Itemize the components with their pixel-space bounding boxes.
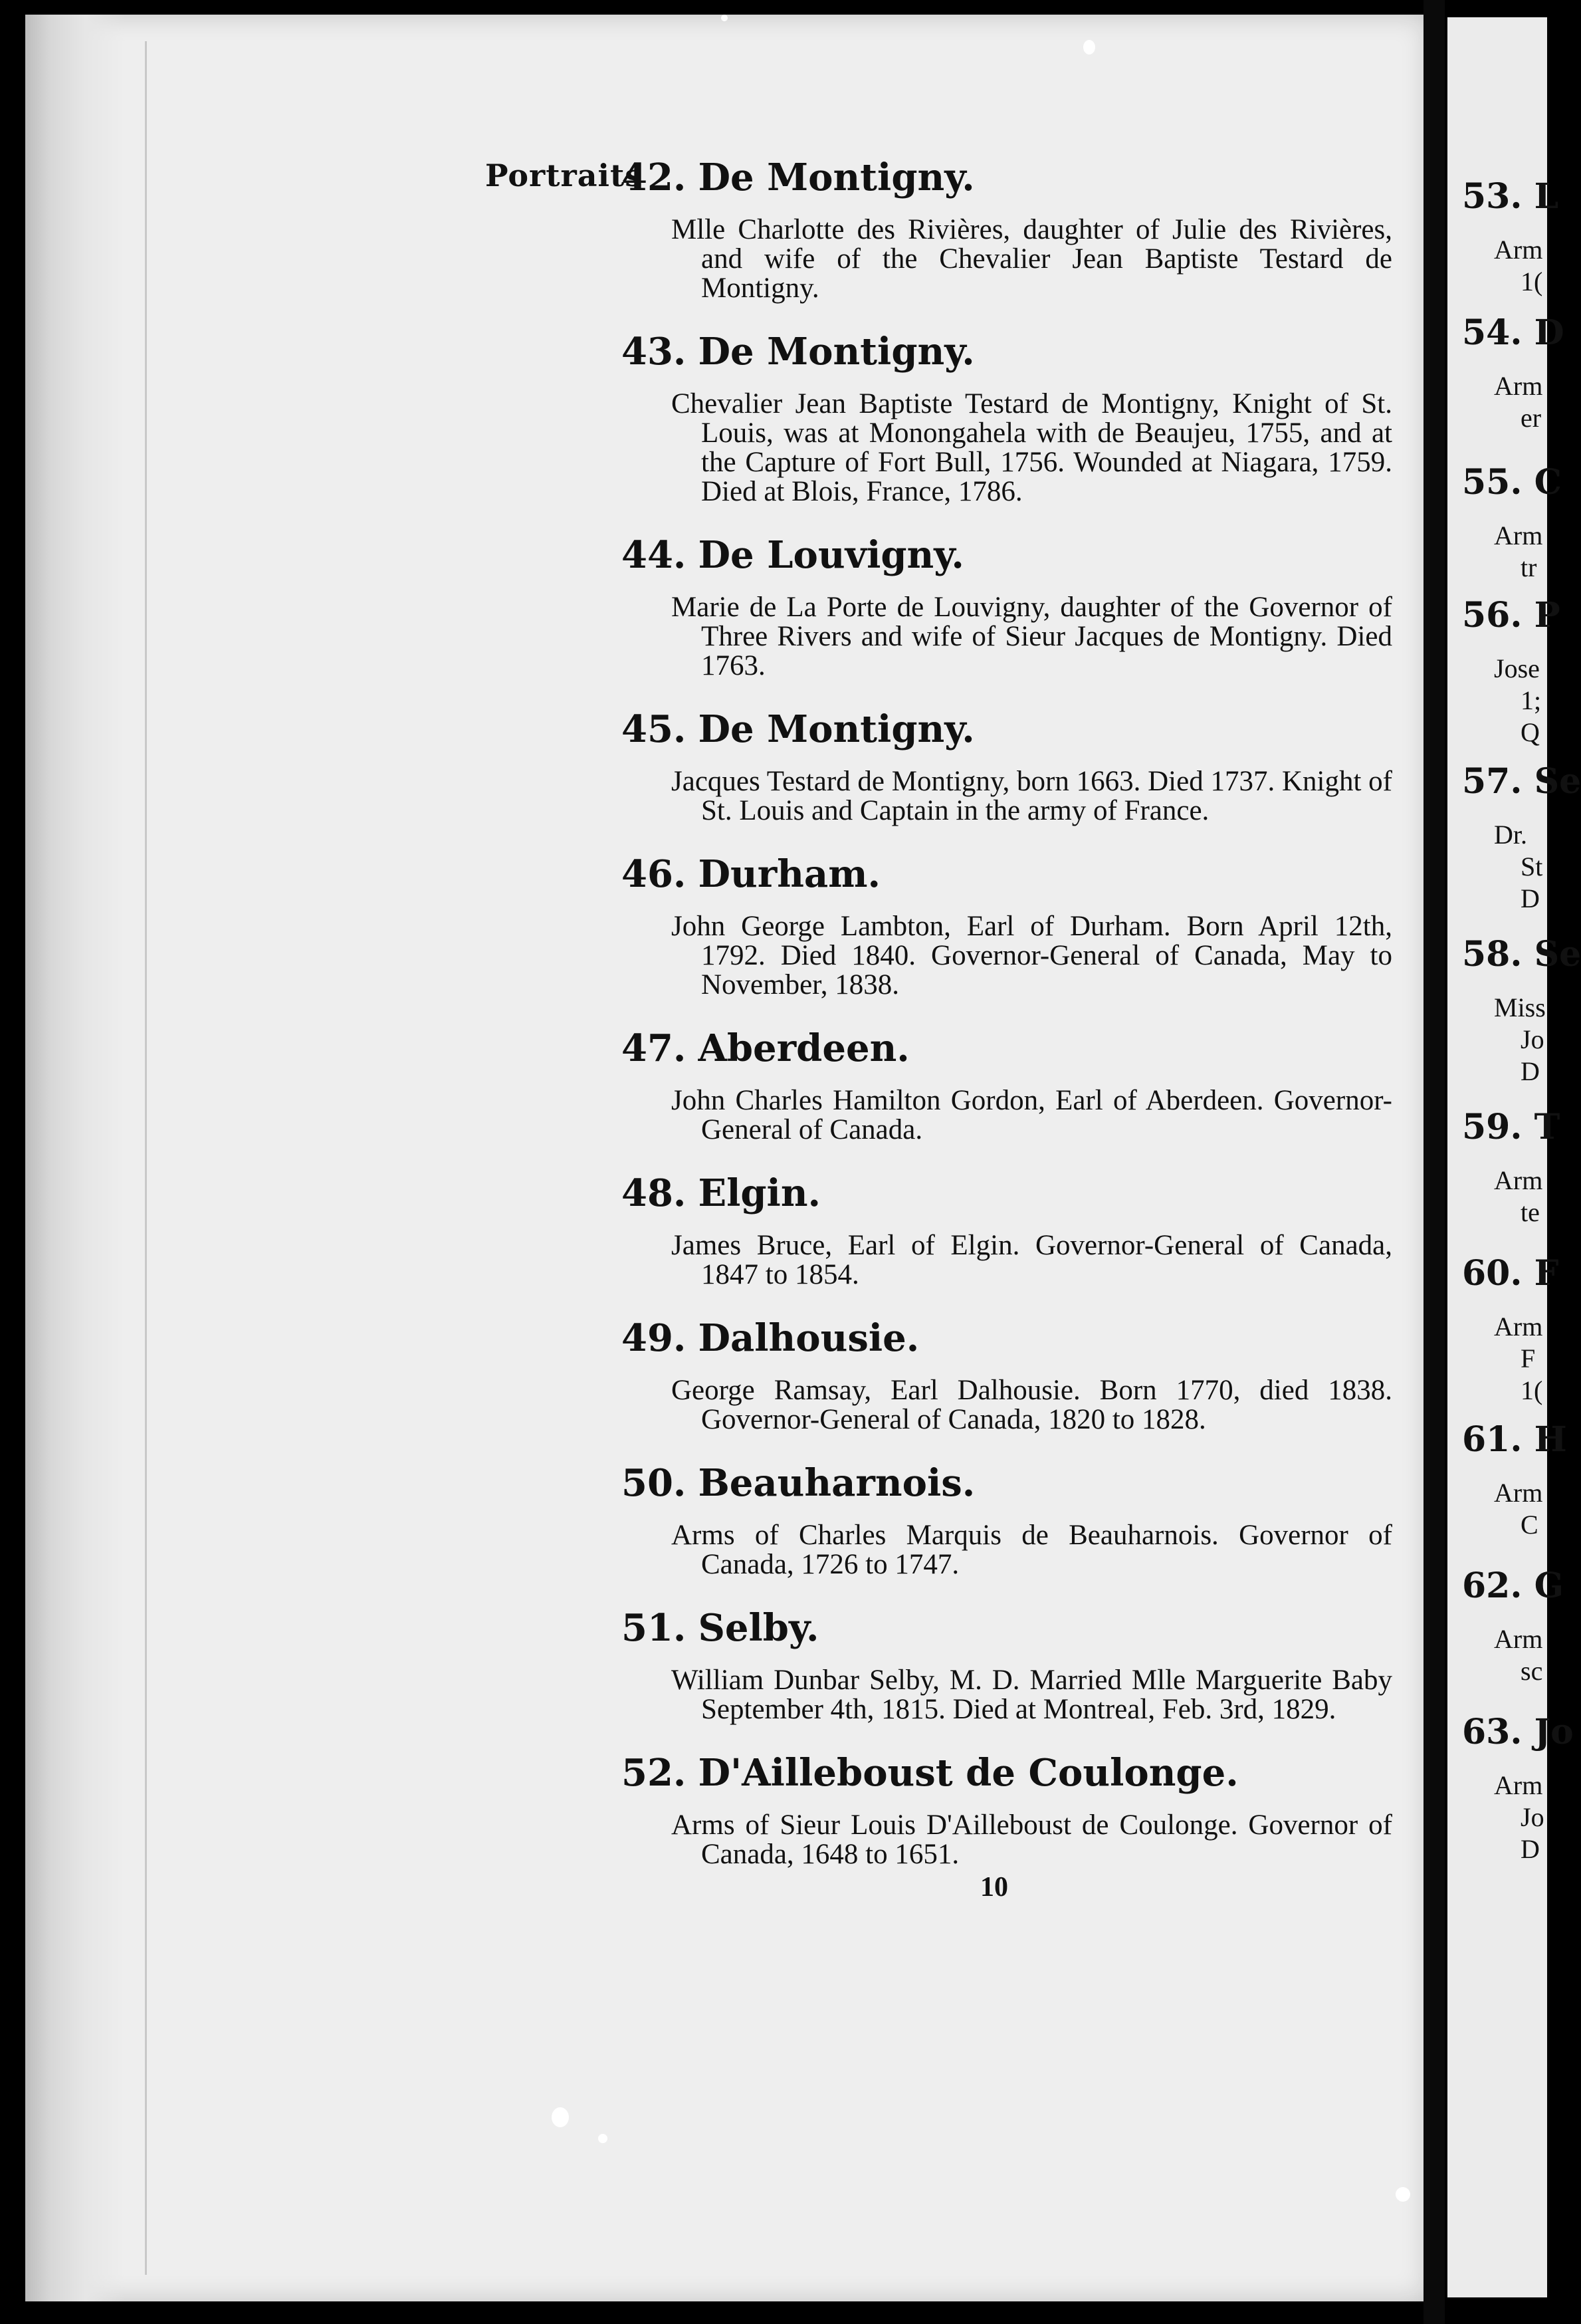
entry-description: Chevalier Jean Baptiste Testard de Montigny, Knight of St. Louis, was at Monongahela with de Beaujeu, 1755, and at the Capture of Fort Bull, 1756. Wounded at Niagara, 1759. Died at Blois, France, 1786. (671, 388, 1392, 507)
fragment-heading: 56. P (1462, 595, 1560, 636)
entry-heading (621, 328, 1392, 375)
entry-heading (621, 1460, 1392, 1506)
entry-name: De Montigny. (698, 156, 975, 199)
book-gutter (1423, 0, 1445, 2324)
entry-description: William Dunbar Selby, M. D. Married Mlle Marguerite Baby September 4th, 1815. Died at Montreal, Feb. 3rd, 1829. (671, 1665, 1392, 1725)
entry-description: James Bruce, Earl of Elgin. Governor-General of Canada, 1847 to 1854. (671, 1230, 1392, 1290)
catalogue-entry (621, 328, 1392, 507)
fragment-text: Arm (1494, 371, 1543, 401)
right-page-entry-fragment (1447, 1566, 1564, 1687)
catalogue-entry (621, 851, 1392, 1000)
fragment-text: 1( (1521, 1375, 1543, 1405)
right-page-entry-fragment (1447, 1107, 1560, 1228)
fragment-heading: 58. Se (1462, 934, 1581, 975)
scan-speck (1396, 2187, 1410, 2202)
entry-heading (621, 1750, 1392, 1796)
entry-description: Arms of Sieur Louis D'Ailleboust de Coulonge. Governor of Canada, 1648 to 1651. (671, 1809, 1392, 1870)
right-page-entry-fragment (1447, 934, 1581, 1088)
catalogue-entry (621, 1605, 1392, 1724)
fragment-text: 1; (1521, 685, 1542, 715)
entry-number: 44. (621, 533, 686, 577)
right-page-entry-fragment (1447, 462, 1562, 584)
fragment-text: St (1521, 852, 1543, 881)
fragment-text: C (1521, 1510, 1538, 1540)
scan-speck (552, 2107, 569, 2127)
fragment-text: Jo (1521, 1802, 1544, 1832)
entry-name: Selby. (698, 1606, 819, 1650)
entry-name: Durham. (698, 852, 881, 896)
entry-heading (621, 1605, 1392, 1651)
catalogue-entry (621, 1750, 1392, 1869)
fragment-heading: 61. H (1462, 1419, 1567, 1460)
page-edge-shadow (25, 15, 125, 2301)
right-page-entry-fragment (1447, 595, 1560, 749)
entry-name: De Montigny. (698, 330, 975, 374)
entry-description: Mlle Charlotte des Rivières, daughter of Julie des Rivières, and wife of the Chevalier Jean Baptiste Testard de Montigny. (671, 214, 1392, 304)
entry-name: D'Ailleboust de Coulonge. (698, 1751, 1239, 1795)
right-page-entry-fragment (1447, 1419, 1567, 1541)
right-page-entry-fragment (1447, 761, 1581, 915)
fragment-text: er (1521, 403, 1542, 433)
entry-description: Jacques Testard de Montigny, born 1663. Died 1737. Knight of St. Louis and Captain in the army of France. (671, 766, 1392, 826)
catalogue-entry (621, 154, 1392, 303)
entry-number: 42. (621, 156, 686, 199)
entry-heading (621, 154, 1392, 201)
entry-heading (621, 1170, 1392, 1217)
fragment-text: 1( (1521, 267, 1543, 296)
entry-number: 49. (621, 1316, 686, 1360)
entry-description: Arms of Charles Marquis de Beauharnois. Governor of Canada, 1726 to 1747. (671, 1520, 1392, 1580)
fragment-text: D (1521, 1834, 1540, 1864)
right-page-entry-fragment (1447, 312, 1564, 434)
right-page-edge (1447, 17, 1581, 2297)
catalogue-entry (621, 1460, 1392, 1579)
scan-speck (1083, 40, 1095, 55)
entry-number: 48. (621, 1171, 686, 1215)
entry-heading (621, 1315, 1392, 1361)
entry-name: Dalhousie. (698, 1316, 920, 1360)
entry-description: George Ramsay, Earl Dalhousie. Born 1770, died 1838. Governor-General of Canada, 1820 to 1828. (671, 1375, 1392, 1435)
entry-heading (621, 851, 1392, 897)
fragment-heading: 55. C (1462, 462, 1562, 503)
entry-heading (621, 532, 1392, 578)
fragment-text: Dr. (1494, 820, 1527, 850)
fragment-text: Arm (1494, 1165, 1543, 1195)
entry-name: Beauharnois. (698, 1461, 976, 1505)
entry-name: De Louvigny. (698, 533, 964, 577)
entry-number: 43. (621, 330, 686, 374)
right-page-entry-fragment (1447, 1253, 1559, 1407)
entry-heading (621, 1025, 1392, 1072)
fragment-text: Arm (1494, 1478, 1543, 1508)
fragment-heading: 59. T (1462, 1107, 1560, 1147)
fragment-heading: 54. D (1462, 312, 1564, 353)
fragment-text: Arm (1494, 235, 1543, 265)
catalogue-entry (621, 1170, 1392, 1290)
fragment-heading: 53. L (1462, 176, 1559, 217)
page-number: 10 (980, 1872, 1008, 1903)
entry-name: De Montigny. (698, 707, 975, 751)
section-side-heading: Portraits (485, 158, 643, 193)
entry-description: John Charles Hamilton Gordon, Earl of Aberdeen. Governor-General of Canada. (671, 1085, 1392, 1145)
fragment-text: Arm (1494, 1624, 1543, 1654)
entry-number: 46. (621, 852, 686, 896)
fragment-text: D (1521, 883, 1540, 913)
fragment-text: Jo (1521, 1024, 1544, 1054)
entry-description: Marie de La Porte de Louvigny, daughter of the Governor of Three Rivers and wife of Sieur Jacques de Montigny. Died 1763. (671, 592, 1392, 681)
fragment-text: Miss (1494, 992, 1546, 1022)
catalogue-entry (621, 1025, 1392, 1145)
entry-number: 51. (621, 1606, 686, 1650)
entry-name: Aberdeen. (698, 1026, 910, 1070)
entry-description: John George Lambton, Earl of Durham. Born April 12th, 1792. Died 1840. Governor-General of Canada, May to November, 1838. (671, 911, 1392, 1000)
catalogue-entry (621, 532, 1392, 681)
fragment-heading: 57. Se (1462, 761, 1581, 802)
entry-name: Elgin. (698, 1171, 821, 1215)
fragment-text: D (1521, 1056, 1540, 1086)
catalogue-entry (621, 706, 1392, 826)
entry-number: 45. (621, 707, 686, 751)
fragment-heading: 60. F (1462, 1253, 1559, 1294)
fragment-text: F (1521, 1343, 1536, 1373)
right-page-entry-fragment (1447, 1712, 1574, 1865)
entry-number: 50. (621, 1461, 686, 1505)
fragment-heading: 62. G (1462, 1566, 1564, 1606)
page-fold-line (145, 41, 147, 2275)
entry-heading (621, 706, 1392, 753)
fragment-text: te (1521, 1197, 1540, 1227)
entry-number: 52. (621, 1751, 686, 1795)
scan-speck (598, 2134, 607, 2143)
fragment-text: Jose (1494, 653, 1540, 683)
fragment-text: Arm (1494, 1312, 1543, 1341)
scan-speck (721, 15, 728, 21)
right-page-entry-fragment (1447, 176, 1559, 298)
entry-list (621, 154, 1392, 1895)
fragment-text: Arm (1494, 521, 1543, 550)
fragment-text: Arm (1494, 1770, 1543, 1800)
fragment-text: tr (1521, 552, 1537, 582)
fragment-text: Q (1521, 717, 1540, 747)
entry-number: 47. (621, 1026, 686, 1070)
catalogue-entry (621, 1315, 1392, 1435)
fragment-text: sc (1521, 1656, 1543, 1686)
fragment-heading: 63. Jo (1462, 1712, 1574, 1752)
